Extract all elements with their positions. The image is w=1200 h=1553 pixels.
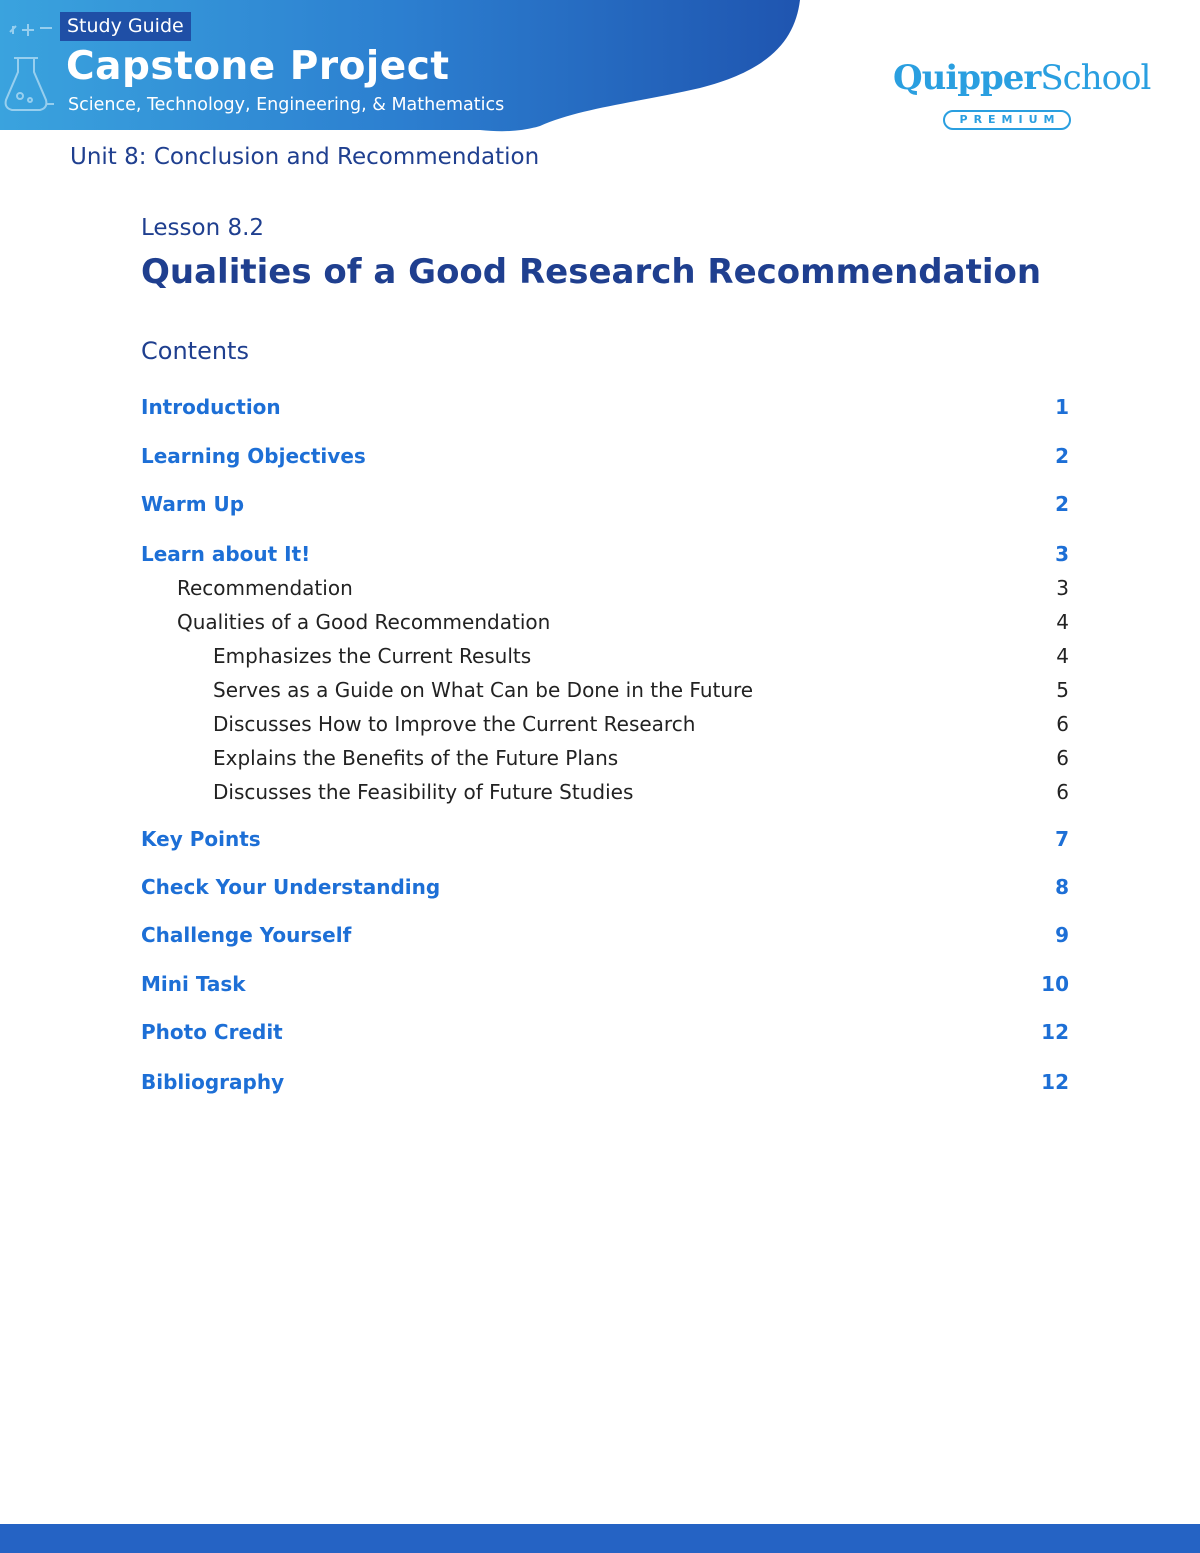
toc-entry-recommendation[interactable] <box>177 574 1069 602</box>
toc-entry-label[interactable]: Emphasizes the Current Results <box>213 644 532 668</box>
toc-entry-label[interactable]: Learning Objectives <box>141 444 366 468</box>
toc-entry-page[interactable]: 9 <box>1055 923 1069 947</box>
toc-entry-learning-objectives[interactable] <box>141 442 1069 470</box>
toc-entry-label[interactable]: Discusses How to Improve the Current Research <box>213 712 696 736</box>
toc-entry-key-points[interactable] <box>141 825 1069 853</box>
toc-entry-page[interactable]: 1 <box>1055 395 1069 419</box>
course-subtitle: Science, Technology, Engineering, & Mathematics <box>68 95 505 115</box>
toc-entry-label[interactable]: Photo Credit <box>141 1020 283 1044</box>
unit-title: Unit 8: Conclusion and Recommendation <box>70 144 540 170</box>
toc-entry-page[interactable]: 2 <box>1055 492 1069 516</box>
toc-entry-challenge-yourself[interactable] <box>141 921 1069 949</box>
toc-entry-feasibility-future-studies[interactable] <box>213 778 1069 806</box>
toc-entry-page[interactable]: 5 <box>1056 678 1069 702</box>
toc-entry-label[interactable]: Warm Up <box>141 492 245 516</box>
toc-entry-label[interactable]: Check Your Understanding <box>141 875 441 899</box>
study-guide-badge: Study Guide <box>60 12 191 41</box>
toc-entry-page[interactable]: 12 <box>1041 1070 1069 1094</box>
toc-entry-label[interactable]: Qualities of a Good Recommendation <box>177 610 551 634</box>
lesson-number: Lesson 8.2 <box>141 215 265 241</box>
toc-entry-page[interactable]: 6 <box>1056 712 1069 736</box>
toc-entry-qualities-of-a-good-recommendation[interactable] <box>177 608 1069 636</box>
premium-badge: PREMIUM <box>943 110 1071 130</box>
toc-entry-introduction[interactable] <box>141 393 1069 421</box>
toc-entry-mini-task[interactable] <box>141 970 1069 998</box>
toc-entry-emphasizes-current-results[interactable] <box>213 642 1069 670</box>
toc-entry-label[interactable]: Explains the Benefits of the Future Plans <box>213 746 619 770</box>
toc-entry-page[interactable]: 10 <box>1041 972 1069 996</box>
toc-entry-label[interactable]: Challenge Yourself <box>141 923 352 947</box>
brand-name-part2: School <box>1040 58 1151 98</box>
toc-entry-warm-up[interactable] <box>141 490 1069 518</box>
toc-entry-page[interactable]: 8 <box>1055 875 1069 899</box>
brand-name-part1: Quipper <box>893 58 1041 98</box>
course-title: Capstone Project <box>66 44 450 89</box>
toc-entry-page[interactable]: 7 <box>1055 827 1069 851</box>
toc-entry-learn-about-it[interactable] <box>141 540 1069 568</box>
toc-entry-page[interactable]: 3 <box>1055 542 1069 566</box>
toc-entry-page[interactable]: 12 <box>1041 1020 1069 1044</box>
toc-entry-page[interactable]: 4 <box>1056 644 1069 668</box>
footer-bar <box>0 1524 1200 1553</box>
toc-entry-page[interactable]: 4 <box>1056 610 1069 634</box>
toc-entry-page[interactable]: 3 <box>1056 576 1069 600</box>
toc-entry-improve-current-research[interactable] <box>213 710 1069 738</box>
toc-entry-page[interactable]: 6 <box>1056 780 1069 804</box>
lesson-title: Qualities of a Good Research Recommendation <box>141 252 1042 292</box>
contents-heading: Contents <box>141 337 249 365</box>
toc-entry-label[interactable]: Mini Task <box>141 972 246 996</box>
toc-entry-check-your-understanding[interactable] <box>141 873 1069 901</box>
toc-entry-label[interactable]: Serves as a Guide on What Can be Done in the Future <box>213 678 754 702</box>
toc-entry-bibliography[interactable] <box>141 1068 1069 1096</box>
toc-entry-label[interactable]: Discusses the Feasibility of Future Studies <box>213 780 634 804</box>
toc-entry-label[interactable]: Recommendation <box>177 576 353 600</box>
toc-entry-label[interactable]: Learn about It! <box>141 542 311 566</box>
toc-entry-photo-credit[interactable] <box>141 1018 1069 1046</box>
toc-entry-page[interactable]: 6 <box>1056 746 1069 770</box>
toc-entry-guide-future[interactable] <box>213 676 1069 704</box>
toc-entry-label[interactable]: Bibliography <box>141 1070 285 1094</box>
toc-entry-benefits-future-plans[interactable] <box>213 744 1069 772</box>
toc-entry-label[interactable]: Introduction <box>141 395 281 419</box>
toc-entry-label[interactable]: Key Points <box>141 827 261 851</box>
toc-entry-page[interactable]: 2 <box>1055 444 1069 468</box>
